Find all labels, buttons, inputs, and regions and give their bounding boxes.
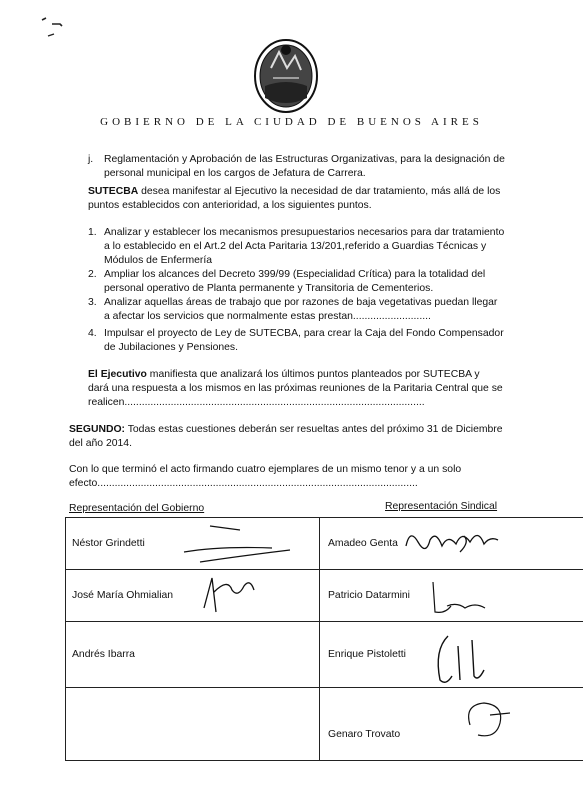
signer-name-left: Néstor Grindetti bbox=[72, 538, 145, 549]
signature-cell-right bbox=[320, 518, 583, 570]
signature-row bbox=[66, 518, 583, 570]
corner-mark-icon bbox=[38, 14, 68, 44]
point-3-line1: Analizar aquellas áreas de trabajo que por razones de baja vegetativas puedan llegar bbox=[104, 297, 498, 308]
item-j-line2: personal municipal en los cargos de Jefatura de Carrera. bbox=[104, 168, 366, 179]
ejecutivo-paragraph bbox=[88, 368, 480, 382]
signature-row bbox=[66, 622, 583, 688]
ejecutivo-line1: manifiesta que analizará los últimos puntos planteados por SUTECBA y bbox=[146, 369, 480, 380]
ejecutivo-bold: El Ejecutivo bbox=[88, 369, 147, 380]
point-1-line3: Módulos de Enfermería bbox=[104, 255, 213, 266]
government-representation-heading: Representación del Gobierno bbox=[69, 503, 205, 514]
signature-cell-right bbox=[320, 570, 583, 622]
signature-row bbox=[66, 688, 583, 761]
item-j-label: j. bbox=[88, 154, 94, 165]
signature-table bbox=[65, 517, 583, 761]
signature-cell-left bbox=[66, 688, 320, 761]
sutecba-line1: desea manifestar al Ejecutivo la necesidad de dar tratamiento, más allá de los bbox=[138, 186, 501, 197]
page-header-title: GOBIERNO DE LA CIUDAD DE BUENOS AIRES bbox=[100, 116, 483, 128]
point-2-line1: Ampliar los alcances del Decreto 399/99 (Especialidad Crítica) para la totalidad del bbox=[104, 269, 486, 280]
signature-row bbox=[66, 570, 583, 622]
ejecutivo-line3: realicen........................................................................................................ bbox=[88, 397, 425, 408]
sutecba-line2: puntos establecidos con anterioridad, a los siguientes puntos. bbox=[88, 200, 372, 211]
signature-cell-right bbox=[320, 622, 583, 688]
segundo-line1: Todas estas cuestiones deberán ser resueltas antes del próximo 31 de Diciembre bbox=[125, 424, 503, 435]
signer-name-right: Amadeo Genta bbox=[328, 538, 398, 549]
ejecutivo-line2: dará una respuesta a los mismos en las próximas reuniones de la Paritaria Central que se bbox=[88, 383, 503, 394]
point-2-number: 2. bbox=[88, 269, 97, 280]
point-4-number: 4. bbox=[88, 328, 97, 339]
signer-name-right: Enrique Pistoletti bbox=[328, 649, 406, 660]
signer-name-left: José María Ohmialian bbox=[72, 590, 174, 601]
point-4-line2: de Jubilaciones y Pensiones. bbox=[104, 342, 239, 353]
segundo-paragraph bbox=[69, 423, 503, 437]
signer-name-right: Patricio Datarmini bbox=[328, 590, 410, 601]
signature-cell-right bbox=[320, 688, 583, 761]
point-4-line1: Impulsar el proyecto de Ley de SUTECBA, para crear la Caja del Fondo Compensador bbox=[104, 328, 504, 339]
point-1-number: 1. bbox=[88, 227, 97, 238]
signature-cell-left bbox=[66, 570, 320, 622]
signer-name-left: Andrés Ibarra bbox=[72, 649, 135, 660]
point-3-line2: a afectar los servicios que normalmente estas prestan........................... bbox=[104, 311, 431, 322]
point-1-line1: Analizar y establecer los mecanismos presupuestarios necesarios para dar tratamiento bbox=[104, 227, 505, 238]
signature-cell-left bbox=[66, 518, 320, 570]
item-j-line1: Reglamentación y Aprobación de las Estructuras Organizativas, para la designación de bbox=[104, 154, 505, 165]
point-1-line2: a lo establecido en el Art.2 del Acta Paritaria 13/201,referido a Guardias Técnicas y bbox=[104, 241, 487, 252]
sutecba-paragraph bbox=[88, 185, 500, 199]
signer-name-right: Genaro Trovato bbox=[328, 729, 401, 740]
union-representation-heading: Representación Sindical bbox=[385, 501, 498, 512]
segundo-bold: SEGUNDO: bbox=[69, 424, 125, 435]
point-3-number: 3. bbox=[88, 297, 97, 308]
signature-cell-left bbox=[66, 622, 320, 688]
city-seal-icon bbox=[253, 38, 319, 114]
segundo-line2: del año 2014. bbox=[69, 438, 132, 449]
point-2-line2: personal operativo de Planta permanente y Transitoria de Cementerios. bbox=[104, 283, 434, 294]
sutecba-bold: SUTECBA bbox=[88, 186, 139, 197]
closing-line2: efecto............................................................................................................... bbox=[69, 478, 418, 489]
closing-line1: Con lo que terminó el acto firmando cuatro ejemplares de un mismo tenor y a un solo bbox=[69, 464, 462, 475]
